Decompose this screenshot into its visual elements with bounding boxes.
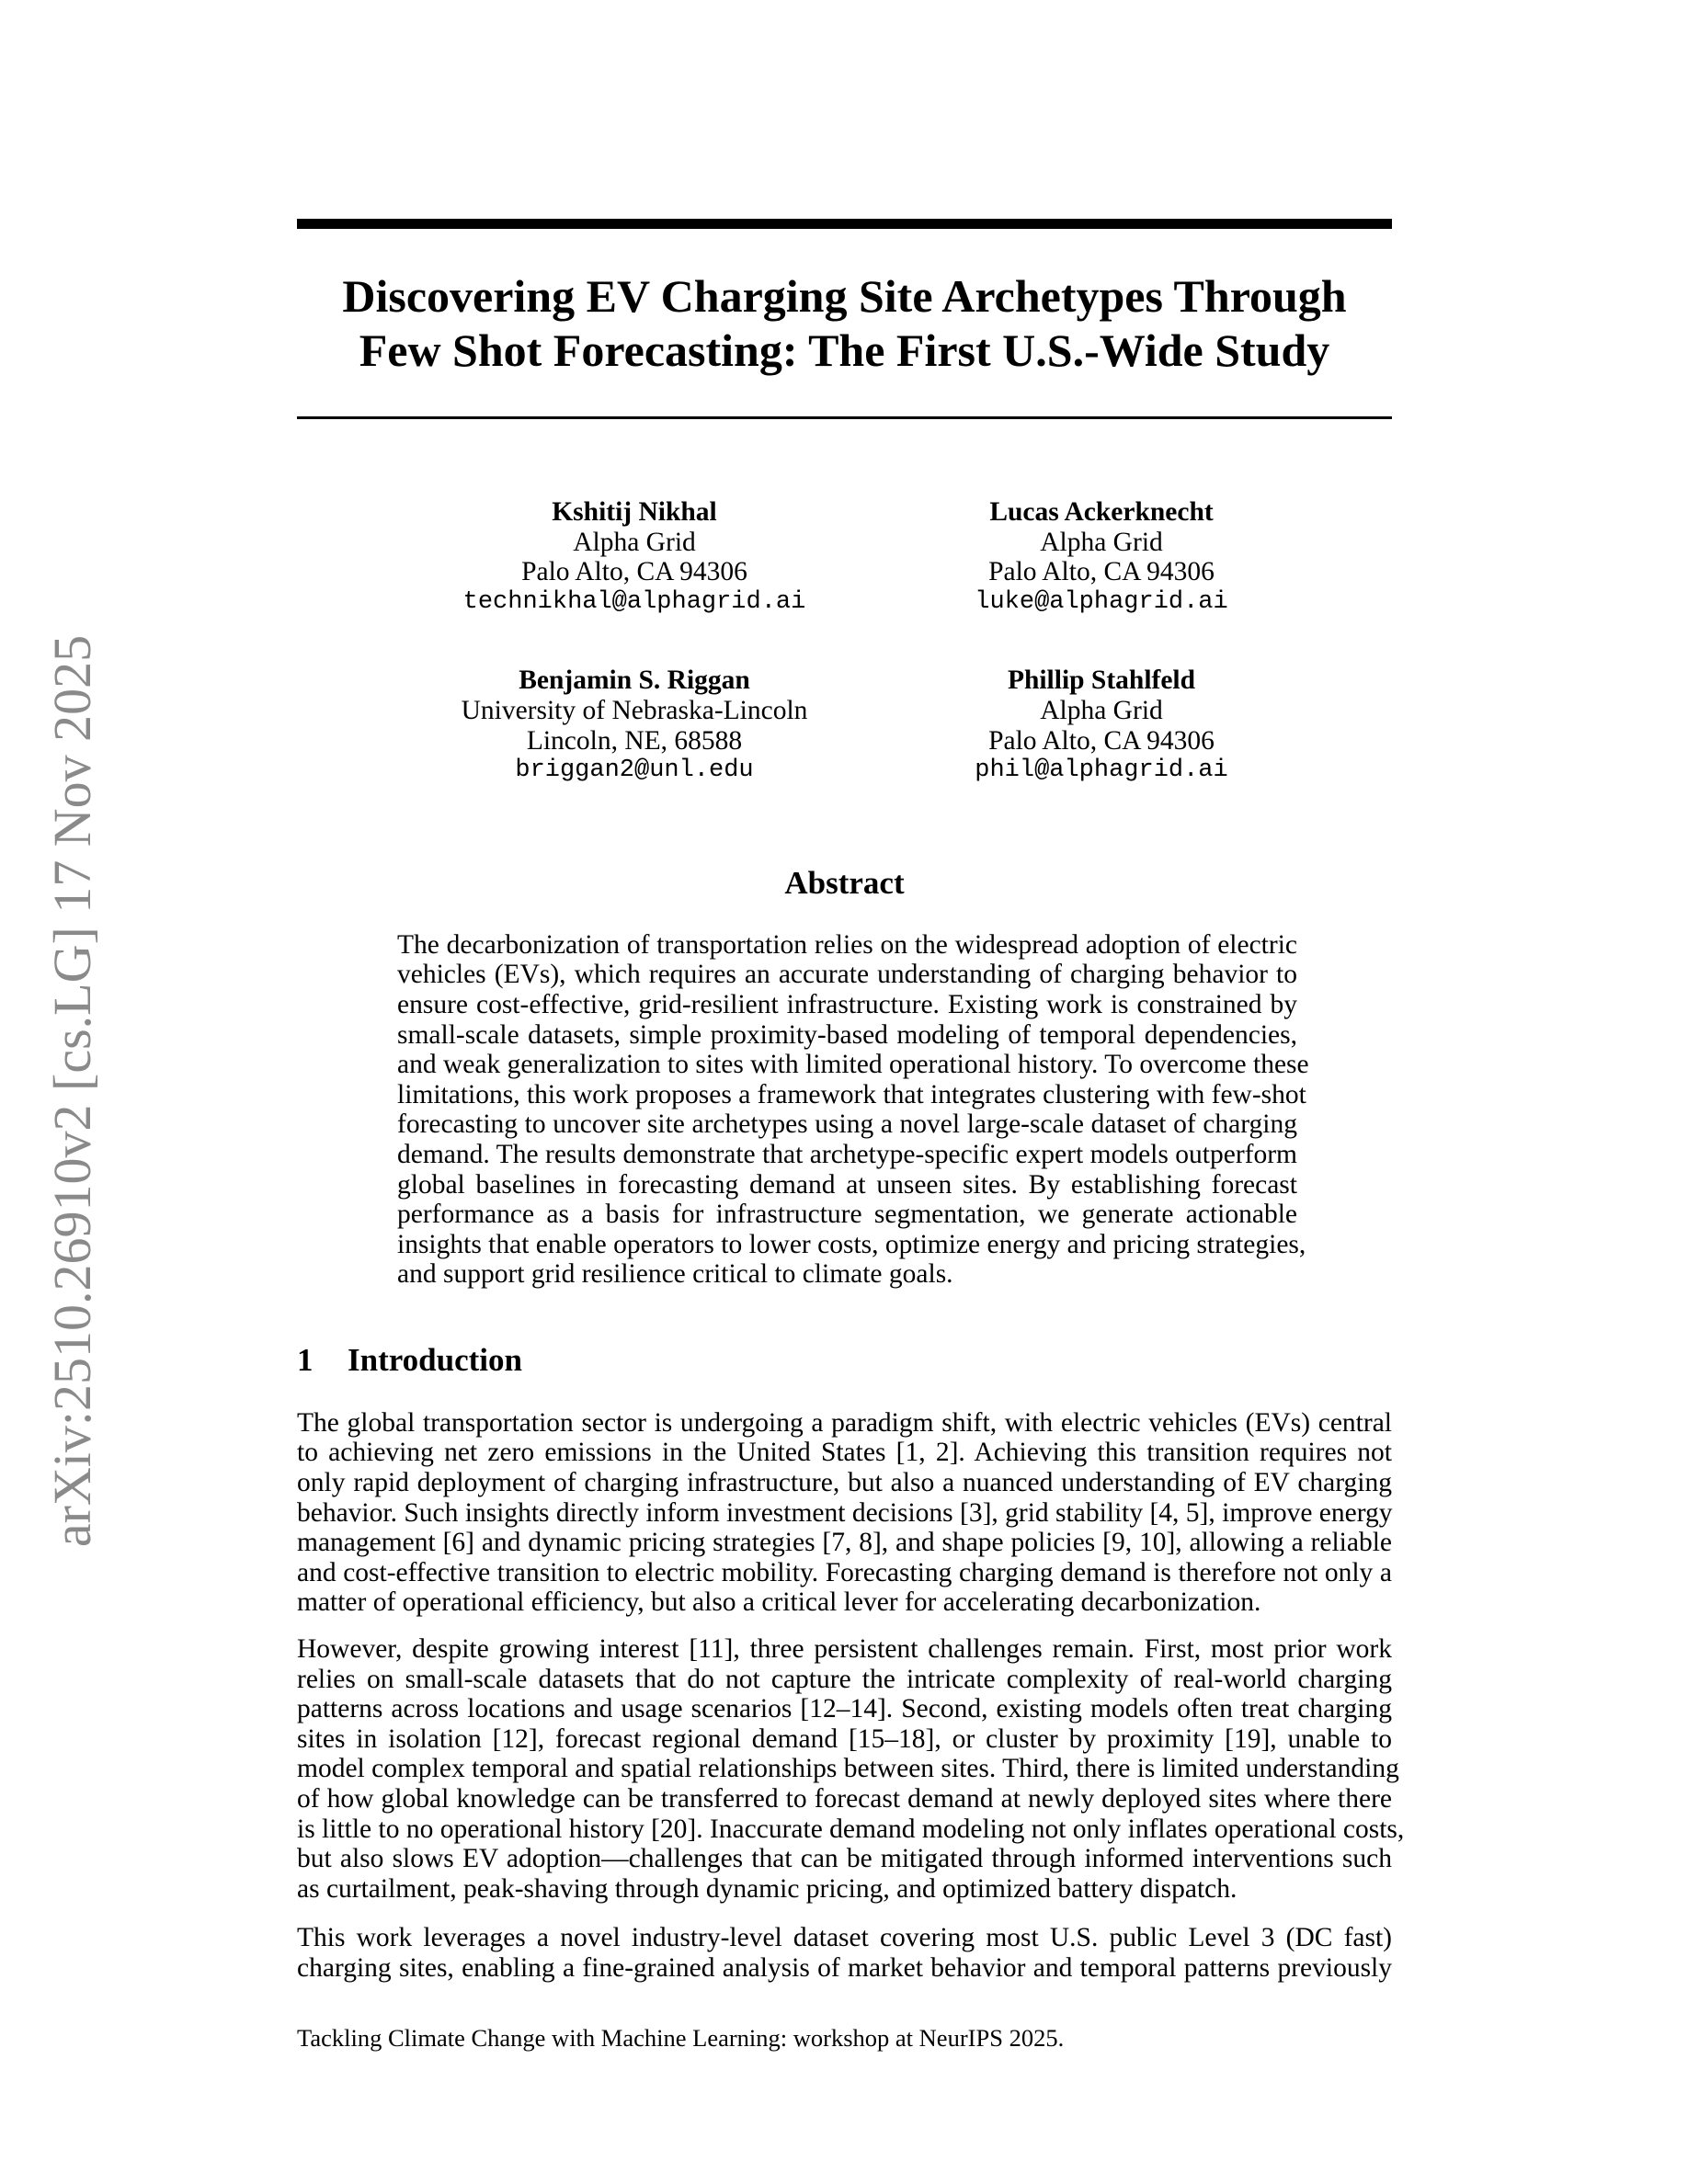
text-line: of how global knowledge can be transferred to forecast demand at newly deployed sites where there [297,1784,1392,1814]
text-line: is little to no operational history [20]. Inaccurate demand modeling not only inflates operational costs, [297,1814,1405,1844]
text-line: sites in isolation [12], forecast regional demand [15–18], or cluster by proximity [19], unable to [297,1723,1392,1754]
text-line: and weak generalization to sites with limited operational history. To overcome these [397,1050,1309,1080]
text-line: matter of operational efficiency, but also a critical lever for accelerating decarbonization. [297,1587,1261,1618]
section-heading [297,1342,1392,1379]
author-block [405,665,864,785]
text-line: only rapid deployment of charging infrastructure, but also a nuanced understanding of EV charging [297,1468,1392,1498]
intro-paragraph [297,1634,1405,1904]
author-email[interactable]: luke@alphagrid.ai [975,587,1228,616]
author-block [405,497,864,617]
author-block [872,497,1331,617]
section-number: 1 [297,1341,314,1378]
author-affiliation: Alpha Grid [573,527,696,557]
author-affiliation: Alpha Grid [1040,527,1163,557]
author-block [872,665,1331,785]
author-name: Lucas Ackerknecht [989,497,1214,527]
text-line: charging sites, enabling a fine-grained analysis of market behavior and temporal patterns previously [297,1952,1392,1983]
text-line: vehicles (EVs), which requires an accurate understanding of charging behavior to [397,960,1297,990]
author-email[interactable]: phil@alphagrid.ai [975,756,1228,785]
text-line: demand. The results demonstrate that archetype-specific expert models outperform [397,1139,1297,1169]
author-address: Lincoln, NE, 68588 [526,725,743,756]
text-line: and cost-effective transition to electric mobility. Forecasting charging demand is therefore not only a [297,1557,1392,1587]
author-affiliation: University of Nebraska-Lincoln [461,695,808,725]
author-name: Benjamin S. Riggan [519,665,750,696]
text-line: and support grid resilience critical to climate goals. [397,1259,953,1290]
footnote: Tackling Climate Change with Machine Learning: workshop at NeurIPS 2025. [297,2023,1065,2052]
author-name: Phillip Stahlfeld [1007,665,1196,696]
page-body [297,219,1405,2052]
author-email[interactable]: technikhal@alphagrid.ai [462,587,806,616]
text-line: model complex temporal and spatial relationships between sites. Third, there is limited understanding [297,1754,1399,1784]
author-address: Palo Alto, CA 94306 [521,557,747,587]
text-line: patterns across locations and usage scenarios [12–14]. Second, existing models often treat charging [297,1694,1392,1724]
text-line: However, despite growing interest [11], three persistent challenges remain. First, most prior work [297,1634,1392,1665]
author-name: Kshitij Nikhal [552,497,717,527]
author-affiliation: Alpha Grid [1040,695,1163,725]
text-line: management [6] and dynamic pricing strategies [7, 8], and shape policies [9, 10], allowing a reliable [297,1528,1392,1558]
text-line: limitations, this work proposes a framework that integrates clustering with few-shot [397,1079,1306,1109]
title-top-rule [297,219,1392,229]
title-line: Few Shot Forecasting: The First U.S.-Wide Study [359,324,1330,376]
text-line: The decarbonization of transportation relies on the widespread adoption of electric [397,929,1297,960]
title-line: Discovering EV Charging Site Archetypes Through [342,270,1347,322]
text-line: forecasting to uncover site archetypes using a novel large-scale dataset of charging [397,1109,1297,1140]
title-bottom-rule [297,416,1392,419]
author-address: Palo Alto, CA 94306 [988,557,1215,587]
text-line: performance as a basis for infrastructure segmentation, we generate actionable [397,1200,1297,1230]
text-line: to achieving net zero emissions in the United States [1, 2]. Achieving this transition requires not [297,1438,1392,1468]
author-address: Palo Alto, CA 94306 [988,725,1215,756]
arxiv-sidebar-stamp: arXiv:2510.26910v2 [cs.LG] 17 Nov 2025 [42,634,102,1548]
abstract-heading: Abstract [784,864,905,901]
text-line: relies on small-scale datasets that do not capture the intricate complexity of real-world charging [297,1664,1392,1694]
intro-paragraph [297,1923,1392,1983]
intro-paragraph [297,1408,1392,1618]
text-line: but also slows EV adoption—challenges that can be mitigated through informed interventions such [297,1844,1392,1874]
text-line: behavior. Such insights directly inform investment decisions [3], grid stability [4, 5], improve energy [297,1497,1393,1528]
text-line: as curtailment, peak-shaving through dynamic pricing, and optimized battery dispatch. [297,1873,1237,1904]
text-line: The global transportation sector is undergoing a paradigm shift, with electric vehicles (EVs) central [297,1407,1392,1438]
section-title: Introduction [348,1341,522,1378]
text-line: insights that enable operators to lower costs, optimize energy and pricing strategies, [397,1229,1306,1259]
text-line: small-scale datasets, simple proximity-based modeling of temporal dependencies, [397,1019,1297,1050]
paper-title [297,269,1392,378]
text-line: global baselines in forecasting demand at unseen sites. By establishing forecast [397,1169,1297,1200]
author-email[interactable]: briggan2@unl.edu [515,756,754,785]
abstract-body [397,929,1309,1290]
author-grid [405,497,1392,786]
text-line: This work leverages a novel industry-level dataset covering most U.S. public Level 3 (DC fast) [297,1923,1392,1953]
text-line: ensure cost-effective, grid-resilient infrastructure. Existing work is constrained by [397,989,1297,1019]
